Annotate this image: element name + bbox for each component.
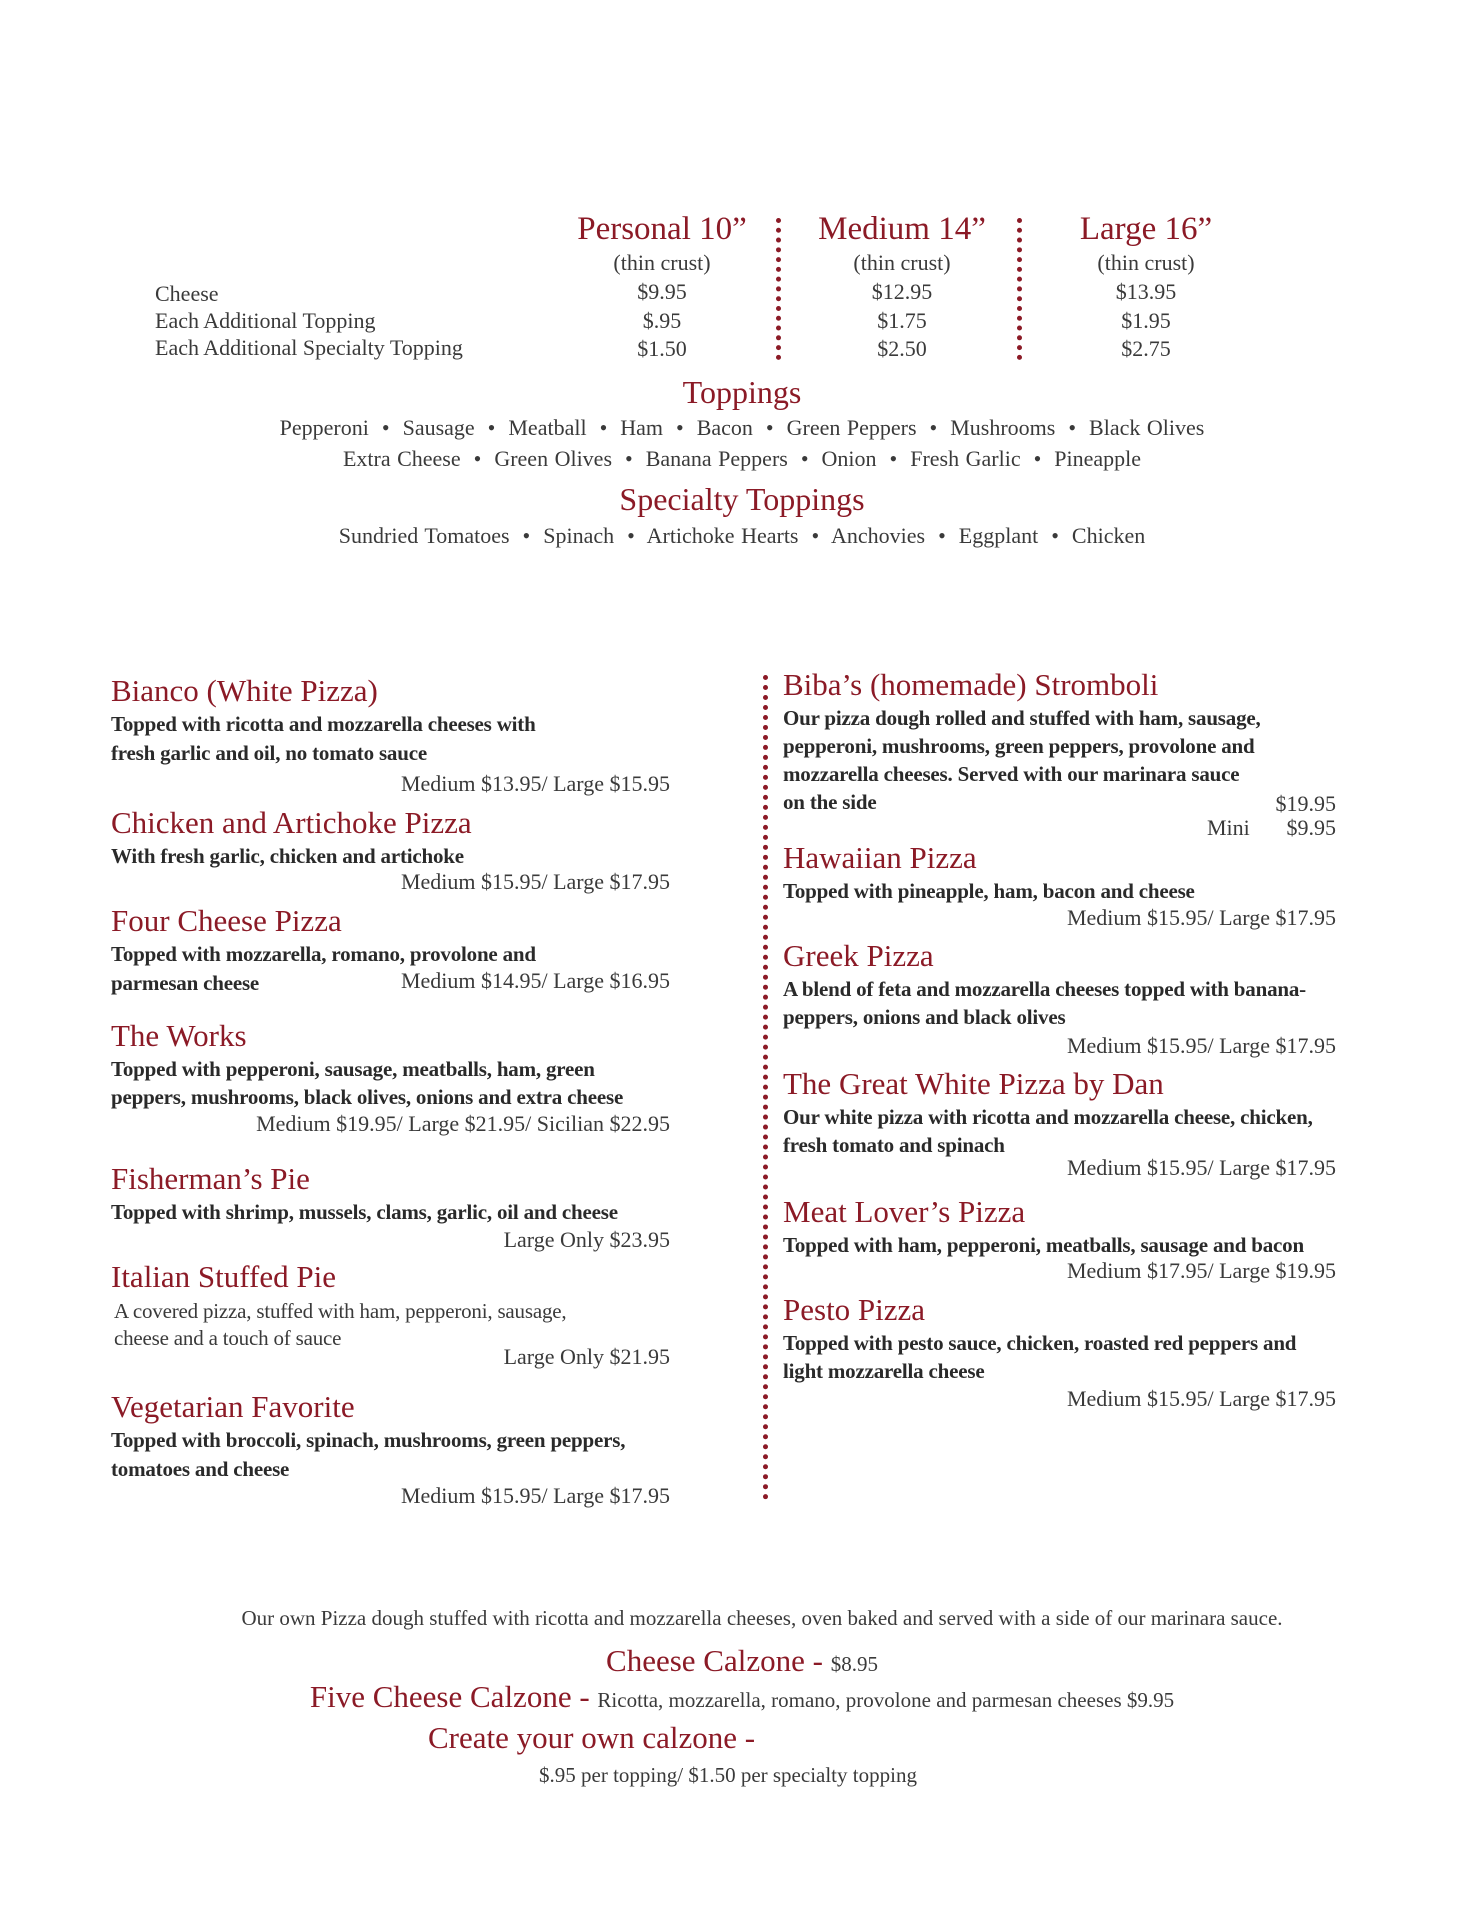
create-calzone-desc: $.95 per topping/ $1.50 per specialty topping — [539, 1763, 917, 1787]
cheese-calzone-title: Cheese Calzone - — [606, 1643, 831, 1678]
price-personal-specialty: $1.50 — [637, 336, 687, 361]
row-label-topping: Each Additional Topping — [155, 308, 376, 333]
item-price-four-cheese: Medium $14.95/ Large $16.95 — [400, 968, 670, 993]
item-title-pesto: Pesto Pizza — [783, 1292, 926, 1327]
row-label-cheese: Cheese — [155, 281, 219, 306]
item-desc-bianco-2: fresh garlic and oil, no tomato sauce — [111, 741, 427, 765]
item-desc-vegetarian-favorite-1: Topped with broccoli, spinach, mushrooms, green peppers, — [111, 1428, 626, 1452]
toppings-title: Toppings — [682, 374, 802, 410]
item-price-fishermans-pie: Large Only $23.95 — [503, 1227, 670, 1252]
crust-large: (thin crust) — [1097, 250, 1195, 275]
item-desc-meat-lovers-1: Topped with ham, pepperoni, meatballs, sausage and bacon — [783, 1233, 1304, 1257]
cheese-calzone-line — [0, 1643, 1484, 1679]
calzone-intro: Our own Pizza dough stuffed with ricotta and mozzarella cheeses, oven baked and served with a side of our marinara sauce. — [241, 1606, 1283, 1630]
specialty-title: Specialty Toppings — [619, 481, 865, 517]
item-desc-vegetarian-favorite-2: tomatoes and cheese — [111, 1457, 290, 1481]
item-price-great-white: Medium $15.95/ Large $17.95 — [1066, 1155, 1336, 1180]
item-price-pesto: Medium $15.95/ Large $17.95 — [1066, 1386, 1336, 1411]
price-medium-cheese: $12.95 — [871, 279, 933, 304]
toppings-line-2: Extra Cheese • Green Olives • Banana Peppers • Onion • Fresh Garlic • Pineapple — [342, 446, 1142, 471]
item-price-the-works: Medium $19.95/ Large $21.95/ Sicilian $22.95 — [256, 1111, 670, 1136]
row-label-specialty: Each Additional Specialty Topping — [155, 335, 463, 360]
item-price-italian-stuffed-pie: Large Only $21.95 — [503, 1344, 670, 1369]
item-price-meat-lovers: Medium $17.95/ Large $19.95 — [1066, 1258, 1336, 1283]
item-title-vegetarian-favorite: Vegetarian Favorite — [111, 1389, 355, 1424]
item-desc-four-cheese-1: Topped with mozzarella, romano, provolone and — [111, 942, 536, 966]
five-cheese-calzone-line — [0, 1679, 1484, 1715]
crust-personal: (thin crust) — [613, 250, 711, 275]
item-title-meat-lovers: Meat Lover’s Pizza — [783, 1194, 1026, 1229]
item-desc-italian-stuffed-pie-1: A covered pizza, stuffed with ham, pepperoni, sausage, — [114, 1299, 567, 1323]
item-desc-great-white-2: fresh tomato and spinach — [783, 1133, 1005, 1157]
item-desc-the-works-2: peppers, mushrooms, black olives, onions and extra cheese — [111, 1085, 624, 1109]
item-desc-pesto-1: Topped with pesto sauce, chicken, roasted red peppers and — [783, 1331, 1297, 1355]
item-title-four-cheese: Four Cheese Pizza — [111, 903, 342, 938]
column-divider — [763, 675, 768, 1500]
create-calzone-title: Create your own calzone - — [428, 1720, 756, 1755]
item-desc-stromboli-2: pepperoni, mushrooms, green peppers, provolone and — [783, 734, 1255, 758]
item-desc-pesto-2: light mozzarella cheese — [783, 1359, 985, 1383]
item-title-chicken-artichoke: Chicken and Artichoke Pizza — [111, 805, 472, 840]
item-title-italian-stuffed-pie: Italian Stuffed Pie — [111, 1259, 336, 1294]
five-cheese-calzone-desc: Ricotta, mozzarella, romano, provolone and parmesan cheeses $9.95 — [597, 1688, 1175, 1712]
item-title-greek: Greek Pizza — [783, 938, 934, 973]
item-desc-stromboli-1: Our pizza dough rolled and stuffed with ham, sausage, — [783, 706, 1261, 730]
item-title-the-works: The Works — [111, 1018, 247, 1053]
toppings-line-1: Pepperoni • Sausage • Meatball • Ham • Bacon • Green Peppers • Mushrooms • Black Olives — [279, 415, 1205, 440]
item-title-stromboli: Biba’s (homemade) Stromboli — [783, 667, 1159, 702]
price-large-specialty: $2.75 — [1121, 336, 1171, 361]
item-price-hawaiian: Medium $15.95/ Large $17.95 — [1066, 905, 1336, 930]
item-desc-stromboli-3: mozzarella cheeses. Served with our marinara sauce — [783, 762, 1240, 786]
item-mini-price-stromboli: $9.95 — [1286, 815, 1336, 840]
price-large-cheese: $13.95 — [1115, 279, 1177, 304]
item-desc-greek-1: A blend of feta and mozzarella cheeses topped with banana- — [783, 977, 1306, 1001]
item-price-vegetarian-favorite: Medium $15.95/ Large $17.95 — [400, 1483, 670, 1508]
size-medium-heading: Medium 14” — [818, 211, 986, 247]
item-desc-the-works-1: Topped with pepperoni, sausage, meatballs, ham, green — [111, 1057, 595, 1081]
item-title-fishermans-pie: Fisherman’s Pie — [111, 1161, 310, 1196]
price-medium-specialty: $2.50 — [877, 336, 927, 361]
price-personal-topping: $.95 — [642, 308, 682, 333]
specialty-line-1: Sundried Tomatoes • Spinach • Artichoke Hearts • Anchovies • Eggplant • Chicken — [338, 523, 1146, 548]
size-divider-2 — [1017, 218, 1022, 360]
item-desc-italian-stuffed-pie-2: cheese and a touch of sauce — [114, 1326, 342, 1350]
item-desc-chicken-artichoke-1: With fresh garlic, chicken and artichoke — [111, 844, 464, 868]
crust-medium: (thin crust) — [853, 250, 951, 275]
price-medium-topping: $1.75 — [877, 308, 927, 333]
item-mini-label-stromboli: Mini — [1207, 815, 1250, 840]
item-desc-great-white-1: Our white pizza with ricotta and mozzarella cheese, chicken, — [783, 1105, 1313, 1129]
size-large-heading: Large 16” — [1079, 211, 1213, 247]
item-price-greek: Medium $15.95/ Large $17.95 — [1066, 1033, 1336, 1058]
item-price-bianco: Medium $13.95/ Large $15.95 — [400, 771, 670, 796]
item-desc-stromboli-4: on the side — [783, 790, 877, 814]
item-desc-hawaiian-1: Topped with pineapple, ham, bacon and cheese — [783, 879, 1195, 903]
price-large-topping: $1.95 — [1121, 308, 1171, 333]
size-divider-1 — [776, 218, 781, 360]
item-desc-bianco-1: Topped with ricotta and mozzarella cheeses with — [111, 712, 536, 736]
item-desc-fishermans-pie-1: Topped with shrimp, mussels, clams, garlic, oil and cheese — [111, 1200, 618, 1224]
price-personal-cheese: $9.95 — [637, 279, 687, 304]
five-cheese-calzone-title: Five Cheese Calzone - — [309, 1679, 598, 1714]
item-desc-greek-2: peppers, onions and black olives — [783, 1005, 1066, 1029]
size-personal-heading: Personal 10” — [577, 211, 747, 247]
cheese-calzone-price: $8.95 — [830, 1652, 878, 1676]
item-desc-four-cheese-2: parmesan cheese — [111, 971, 260, 995]
item-title-bianco: Bianco (White Pizza) — [111, 673, 378, 708]
item-title-great-white: The Great White Pizza by Dan — [783, 1066, 1164, 1101]
item-price-chicken-artichoke: Medium $15.95/ Large $17.95 — [400, 869, 670, 894]
item-price-stromboli: $19.95 — [1275, 791, 1336, 816]
item-title-hawaiian: Hawaiian Pizza — [783, 840, 977, 875]
